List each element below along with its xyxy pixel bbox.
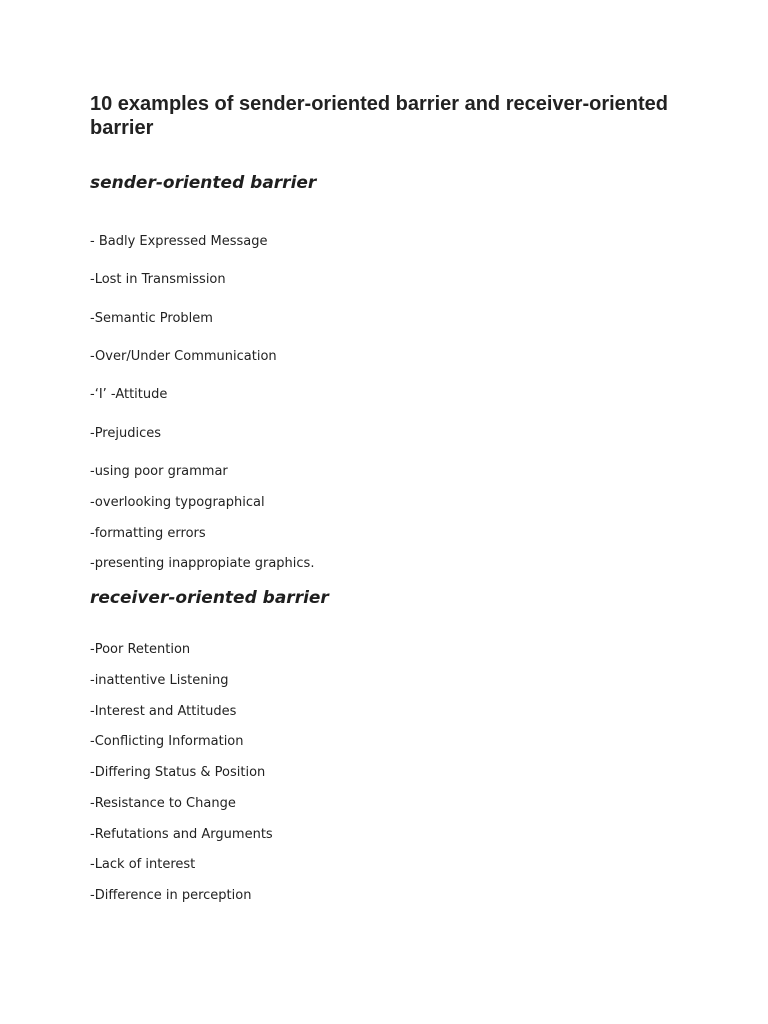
- list-item: -using poor grammar: [90, 464, 228, 479]
- list-item: -Resistance to Change: [90, 796, 236, 811]
- list-item: -Difference in perception: [90, 888, 252, 903]
- sender-oriented-heading: sender-oriented barrier: [90, 173, 317, 193]
- list-item: - Badly Expressed Message: [90, 234, 268, 249]
- list-item: -overlooking typographical: [90, 495, 265, 510]
- list-item: -Conflicting Information: [90, 734, 244, 749]
- list-item: -presenting inappropiate graphics.: [90, 556, 315, 571]
- list-item: -Refutations and Arguments: [90, 827, 273, 842]
- list-item: -Interest and Attitudes: [90, 704, 237, 719]
- receiver-oriented-heading: receiver-oriented barrier: [90, 588, 329, 608]
- list-item: -Prejudices: [90, 426, 161, 441]
- list-item: -Differing Status & Position: [90, 765, 266, 780]
- list-item: -‘I’ -Attitude: [90, 387, 168, 402]
- list-item: -Lost in Transmission: [90, 272, 226, 287]
- list-item: -formatting errors: [90, 526, 206, 541]
- list-item: -Lack of interest: [90, 857, 196, 872]
- list-item: -inattentive Listening: [90, 673, 229, 688]
- list-item: -Semantic Problem: [90, 311, 213, 326]
- list-item: -Over/Under Communication: [90, 349, 277, 364]
- list-item: -Poor Retention: [90, 642, 191, 657]
- document-title: 10 examples of sender-oriented barrier and receiver-oriented barrier: [90, 93, 668, 139]
